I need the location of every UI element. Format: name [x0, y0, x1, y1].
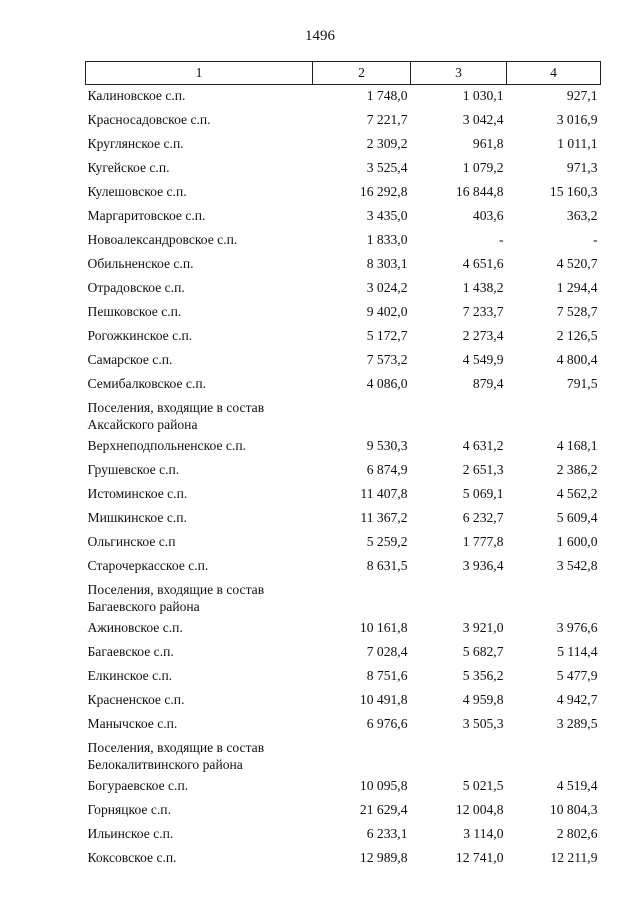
- value-col-3: 4 651,6: [462, 256, 504, 271]
- table-row: [86, 205, 601, 229]
- value-col-3: 2 651,3: [462, 462, 504, 477]
- header-row: [86, 62, 601, 85]
- empty-cell: [411, 397, 507, 435]
- value-col-4: 4 520,7: [556, 256, 598, 271]
- page-number: 1496: [305, 28, 335, 44]
- settlement-name: Горняцкое с.п.: [87, 802, 171, 817]
- table-row: [86, 507, 601, 531]
- value-col-2: 4 086,0: [366, 376, 408, 391]
- value-col-2: 3 435,0: [366, 208, 408, 223]
- value-col-4: 12 211,9: [550, 850, 598, 865]
- settlement-name: Красненское с.п.: [87, 692, 185, 707]
- table-row: [86, 775, 601, 799]
- data-table: [85, 61, 601, 871]
- settlement-name: Маргаритовское с.п.: [87, 208, 206, 223]
- value-col-2: 6 976,6: [366, 716, 408, 731]
- empty-cell: [507, 737, 601, 775]
- settlement-name: Ильинское с.п.: [87, 826, 174, 841]
- value-col-3: 5 356,2: [462, 668, 504, 683]
- group-heading-row: [86, 737, 601, 775]
- value-col-2: 7 573,2: [366, 352, 408, 367]
- settlement-name: Кугейское с.п.: [87, 160, 170, 175]
- empty-cell: [313, 579, 411, 617]
- settlement-name: Коксовское с.п.: [87, 850, 177, 865]
- table-row: [86, 253, 601, 277]
- value-col-3: 4 631,2: [462, 438, 504, 453]
- settlement-name: Новоалександровское с.п.: [87, 232, 238, 247]
- value-col-3: 5 021,5: [462, 778, 504, 793]
- table-row: [86, 617, 601, 641]
- table-row: [86, 823, 601, 847]
- header-col-4: 4: [507, 62, 601, 85]
- value-col-3: 3 936,4: [462, 558, 504, 573]
- value-col-4: 15 160,3: [549, 184, 598, 199]
- value-col-3: 1 438,2: [462, 280, 504, 295]
- value-col-3: 12 741,0: [455, 850, 504, 865]
- group-heading: Поселения, входящие в состав Багаевского района: [87, 582, 265, 614]
- table-row: [86, 349, 601, 373]
- value-col-2: 8 631,5: [366, 558, 408, 573]
- value-col-2: 1 833,0: [366, 232, 408, 247]
- settlement-name: Самарское с.п.: [87, 352, 173, 367]
- value-col-4: 791,5: [566, 376, 598, 391]
- settlement-name: Елкинское с.п.: [87, 668, 173, 683]
- header-col-1: 1: [86, 62, 313, 85]
- value-col-3: 4 549,9: [462, 352, 504, 367]
- value-col-4: 1 294,4: [556, 280, 598, 295]
- value-col-2: 6 874,9: [366, 462, 408, 477]
- value-col-2: 10 491,8: [359, 692, 408, 707]
- table-row: [86, 229, 601, 253]
- value-col-3: 3 505,3: [462, 716, 504, 731]
- settlement-name: Красносадовское с.п.: [87, 112, 211, 127]
- settlement-name: Рогожкинское с.п.: [87, 328, 193, 343]
- value-col-4: 4 519,4: [556, 778, 598, 793]
- settlement-name: Мишкинское с.п.: [87, 510, 187, 525]
- group-heading-row: [86, 397, 601, 435]
- value-col-4: 4 800,4: [556, 352, 598, 367]
- value-col-3: 961,8: [472, 136, 504, 151]
- settlement-name: Круглянское с.п.: [87, 136, 184, 151]
- table-row: [86, 301, 601, 325]
- value-col-4: 927,1: [566, 88, 598, 103]
- value-col-2: 11 407,8: [360, 486, 408, 501]
- group-heading: Поселения, входящие в состав Аксайского района: [87, 400, 265, 432]
- settlement-name: Ажиновское с.п.: [87, 620, 183, 635]
- value-col-2: 12 989,8: [359, 850, 408, 865]
- value-col-2: 7 221,7: [366, 112, 408, 127]
- value-col-3: 403,6: [472, 208, 504, 223]
- value-col-4: 4 942,7: [556, 692, 598, 707]
- table-row: [86, 483, 601, 507]
- table-row: [86, 799, 601, 823]
- value-col-4: 2 802,6: [556, 826, 598, 841]
- value-col-2: 11 367,2: [360, 510, 408, 525]
- value-col-2: 3 525,4: [366, 160, 408, 175]
- value-col-2: 1 748,0: [366, 88, 408, 103]
- value-col-2: 2 309,2: [366, 136, 408, 151]
- value-col-4: 10 804,3: [549, 802, 598, 817]
- value-col-4: 2 386,2: [556, 462, 598, 477]
- settlement-name: Багаевское с.п.: [87, 644, 174, 659]
- table-row: [86, 133, 601, 157]
- table-body: [86, 85, 601, 872]
- settlement-name: Отрадовское с.п.: [87, 280, 185, 295]
- table-row: [86, 555, 601, 579]
- value-col-3: 1 079,2: [462, 160, 504, 175]
- value-col-3: 5 069,1: [462, 486, 504, 501]
- header-col-2: 2: [313, 62, 411, 85]
- value-col-3: 4 959,8: [462, 692, 504, 707]
- table-row: [86, 181, 601, 205]
- value-col-3: 12 004,8: [455, 802, 504, 817]
- value-col-4: 5 609,4: [556, 510, 598, 525]
- value-col-2: 6 233,1: [366, 826, 408, 841]
- table-row: [86, 85, 601, 110]
- value-col-4: 4 562,2: [556, 486, 598, 501]
- value-col-4: 5 477,9: [556, 668, 598, 683]
- table-row: [86, 277, 601, 301]
- table-row: [86, 435, 601, 459]
- value-col-2: 3 024,2: [366, 280, 408, 295]
- table-row: [86, 373, 601, 397]
- value-col-2: 21 629,4: [359, 802, 408, 817]
- empty-cell: [313, 397, 411, 435]
- value-col-3: 879,4: [472, 376, 504, 391]
- settlement-name: Богураевское с.п.: [87, 778, 189, 793]
- value-col-4: 3 542,8: [556, 558, 598, 573]
- table-row: [86, 665, 601, 689]
- table-row: [86, 713, 601, 737]
- empty-cell: [507, 579, 601, 617]
- settlement-name: Манычское с.п.: [87, 716, 178, 731]
- value-col-2: 8 303,1: [366, 256, 408, 271]
- table-row: [86, 459, 601, 483]
- settlement-name: Обильненское с.п.: [87, 256, 194, 271]
- group-heading: Поселения, входящие в состав Белокалитвинского района: [87, 740, 265, 772]
- value-col-3: 3 114,0: [463, 826, 504, 841]
- value-col-2: 9 402,0: [366, 304, 408, 319]
- settlement-name: Грушевское с.п.: [87, 462, 180, 477]
- value-col-4: 7 528,7: [556, 304, 598, 319]
- settlement-name: Истоминское с.п.: [87, 486, 188, 501]
- value-col-4: 1 600,0: [556, 534, 598, 549]
- settlement-name: Старочеркасское с.п.: [87, 558, 209, 573]
- empty-cell: [313, 737, 411, 775]
- value-col-4: 3 289,5: [556, 716, 598, 731]
- table-row: [86, 689, 601, 713]
- value-col-3: 1 030,1: [462, 88, 504, 103]
- empty-cell: [411, 579, 507, 617]
- value-col-2: 8 751,6: [366, 668, 408, 683]
- settlement-name: Кулешовское с.п.: [87, 184, 187, 199]
- value-col-4: -: [592, 232, 598, 247]
- value-col-3: 2 273,4: [462, 328, 504, 343]
- value-col-4: 363,2: [566, 208, 598, 223]
- empty-cell: [411, 737, 507, 775]
- value-col-4: 3 976,6: [556, 620, 598, 635]
- value-col-3: 3 921,0: [462, 620, 504, 635]
- value-col-3: 3 042,4: [462, 112, 504, 127]
- table-header: [86, 62, 601, 85]
- value-col-4: 3 016,9: [556, 112, 598, 127]
- table-row: [86, 157, 601, 181]
- value-col-3: -: [498, 232, 504, 247]
- value-col-2: 5 259,2: [366, 534, 408, 549]
- table-row: [86, 847, 601, 871]
- empty-cell: [507, 397, 601, 435]
- value-col-3: 5 682,7: [462, 644, 504, 659]
- value-col-4: 2 126,5: [556, 328, 598, 343]
- value-col-3: 1 777,8: [462, 534, 504, 549]
- table-row: [86, 531, 601, 555]
- settlement-name: Пешковское с.п.: [87, 304, 182, 319]
- value-col-4: 4 168,1: [556, 438, 598, 453]
- settlement-name: Калиновское с.п.: [87, 88, 186, 103]
- value-col-2: 10 095,8: [359, 778, 408, 793]
- table-row: [86, 109, 601, 133]
- table-row: [86, 325, 601, 349]
- value-col-4: 971,3: [566, 160, 598, 175]
- value-col-3: 6 232,7: [462, 510, 504, 525]
- value-col-3: 7 233,7: [462, 304, 504, 319]
- settlement-name: Ольгинское с.п: [87, 534, 176, 549]
- value-col-4: 5 114,4: [557, 644, 598, 659]
- value-col-2: 9 530,3: [366, 438, 408, 453]
- value-col-2: 16 292,8: [359, 184, 408, 199]
- settlement-name: Семибалковское с.п.: [87, 376, 206, 391]
- value-col-2: 10 161,8: [359, 620, 408, 635]
- table-row: [86, 641, 601, 665]
- header-col-3: 3: [411, 62, 507, 85]
- value-col-3: 16 844,8: [455, 184, 504, 199]
- value-col-4: 1 011,1: [557, 136, 598, 151]
- group-heading-row: [86, 579, 601, 617]
- settlement-name: Верхнеподпольненское с.п.: [87, 438, 247, 453]
- value-col-2: 5 172,7: [366, 328, 408, 343]
- value-col-2: 7 028,4: [366, 644, 408, 659]
